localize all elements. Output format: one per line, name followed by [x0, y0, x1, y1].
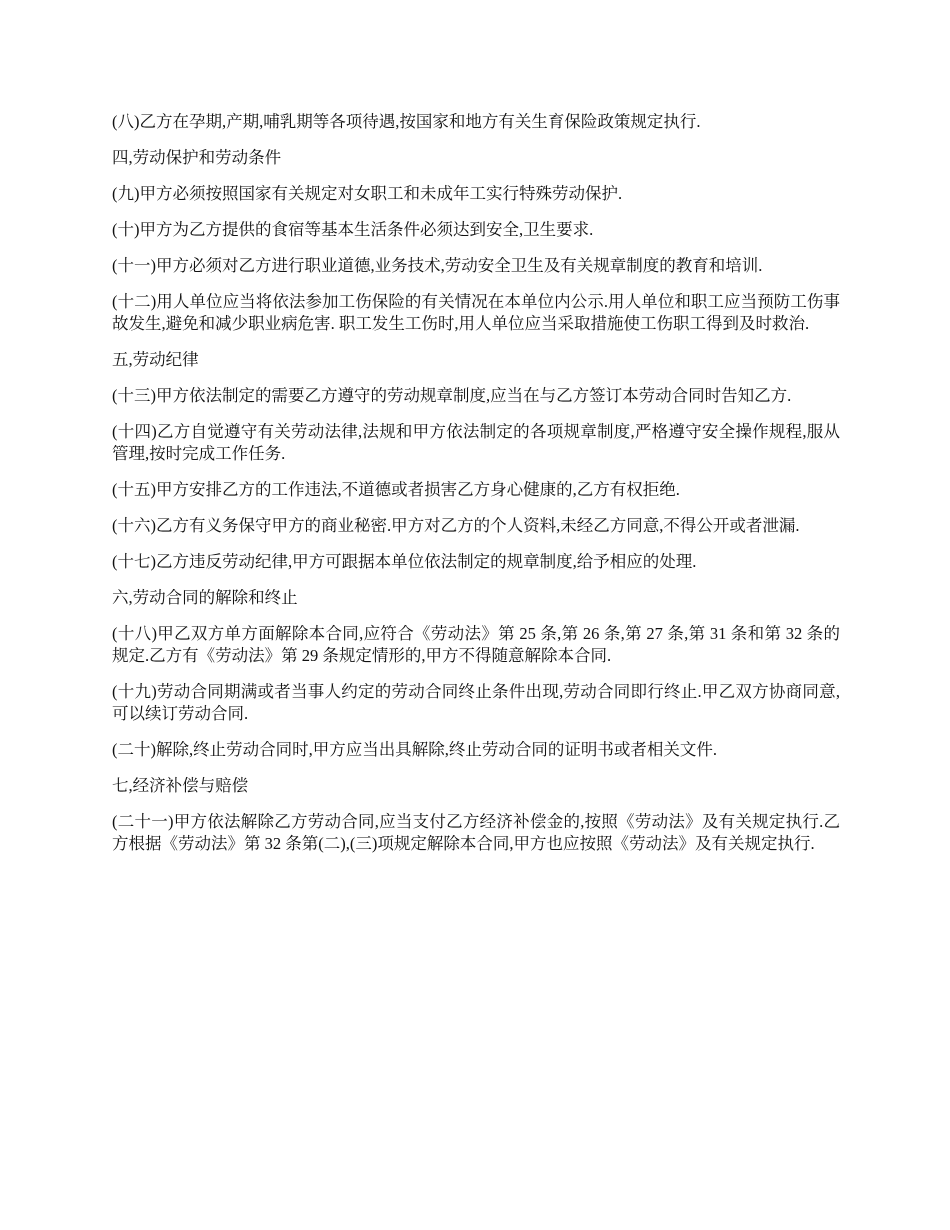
clause-12: (十二)用人单位应当将依法参加工伤保险的有关情况在本单位内公示.用人单位和职工应当预防工伤事故发生,避免和减少职业病危害. 职工发生工伤时,用人单位应当采取措施使工伤职工得到及时救治.	[112, 292, 840, 333]
clause-10: (十)甲方为乙方提供的食宿等基本生活条件必须达到安全,卫生要求.	[112, 220, 594, 239]
section-heading-termination: 六,劳动合同的解除和终止	[112, 588, 298, 607]
section-heading-labor-protection: 四,劳动保护和劳动条件	[112, 148, 282, 167]
clause-14: (十四)乙方自觉遵守有关劳动法律,法规和甲方依法制定的各项规章制度,严格遵守安全操作规程,服从管理,按时完成工作任务.	[112, 422, 840, 463]
clause-15: (十五)甲方安排乙方的工作违法,不道德或者损害乙方身心健康的,乙方有权拒绝.	[112, 480, 680, 499]
clause-16: (十六)乙方有义务保守甲方的商业秘密.甲方对乙方的个人资料,未经乙方同意,不得公开或者泄漏.	[112, 516, 800, 535]
clause-13: (十三)甲方依法制定的需要乙方遵守的劳动规章制度,应当在与乙方签订本劳动合同时告知乙方.	[112, 386, 792, 405]
clause-21: (二十一)甲方依法解除乙方劳动合同,应当支付乙方经济补偿金的,按照《劳动法》及有关规定执行.乙方根据《劳动法》第 32 条第(二),(三)项规定解除本合同,甲方也应按照《劳动法》及有关规定执行.	[112, 812, 840, 853]
clause-9: (九)甲方必须按照国家有关规定对女职工和未成年工实行特殊劳动保护.	[112, 184, 623, 203]
document-body	[112, 111, 840, 869]
section-heading-labor-discipline: 五,劳动纪律	[112, 350, 199, 369]
clause-20: (二十)解除,终止劳动合同时,甲方应当出具解除,终止劳动合同的证明书或者相关文件.	[112, 740, 717, 759]
clause-8: (八)乙方在孕期,产期,哺乳期等各项待遇,按国家和地方有关生育保险政策规定执行.	[112, 112, 701, 131]
clause-11: (十一)甲方必须对乙方进行职业道德,业务技术,劳动安全卫生及有关规章制度的教育和培训.	[112, 256, 763, 275]
clause-18: (十八)甲乙双方单方面解除本合同,应符合《劳动法》第 25 条,第 26 条,第 27 条,第 31 条和第 32 条的规定.乙方有《劳动法》第 29 条规定情形的,甲方不得随意解除本合同.	[112, 624, 840, 665]
section-heading-compensation: 七,经济补偿与赔偿	[112, 776, 249, 795]
clause-19: (十九)劳动合同期满或者当事人约定的劳动合同终止条件出现,劳动合同即行终止.甲乙双方协商同意,可以续订劳动合同.	[112, 682, 840, 723]
clause-17: (十七)乙方违反劳动纪律,甲方可跟据本单位依法制定的规章制度,给予相应的处理.	[112, 552, 697, 571]
